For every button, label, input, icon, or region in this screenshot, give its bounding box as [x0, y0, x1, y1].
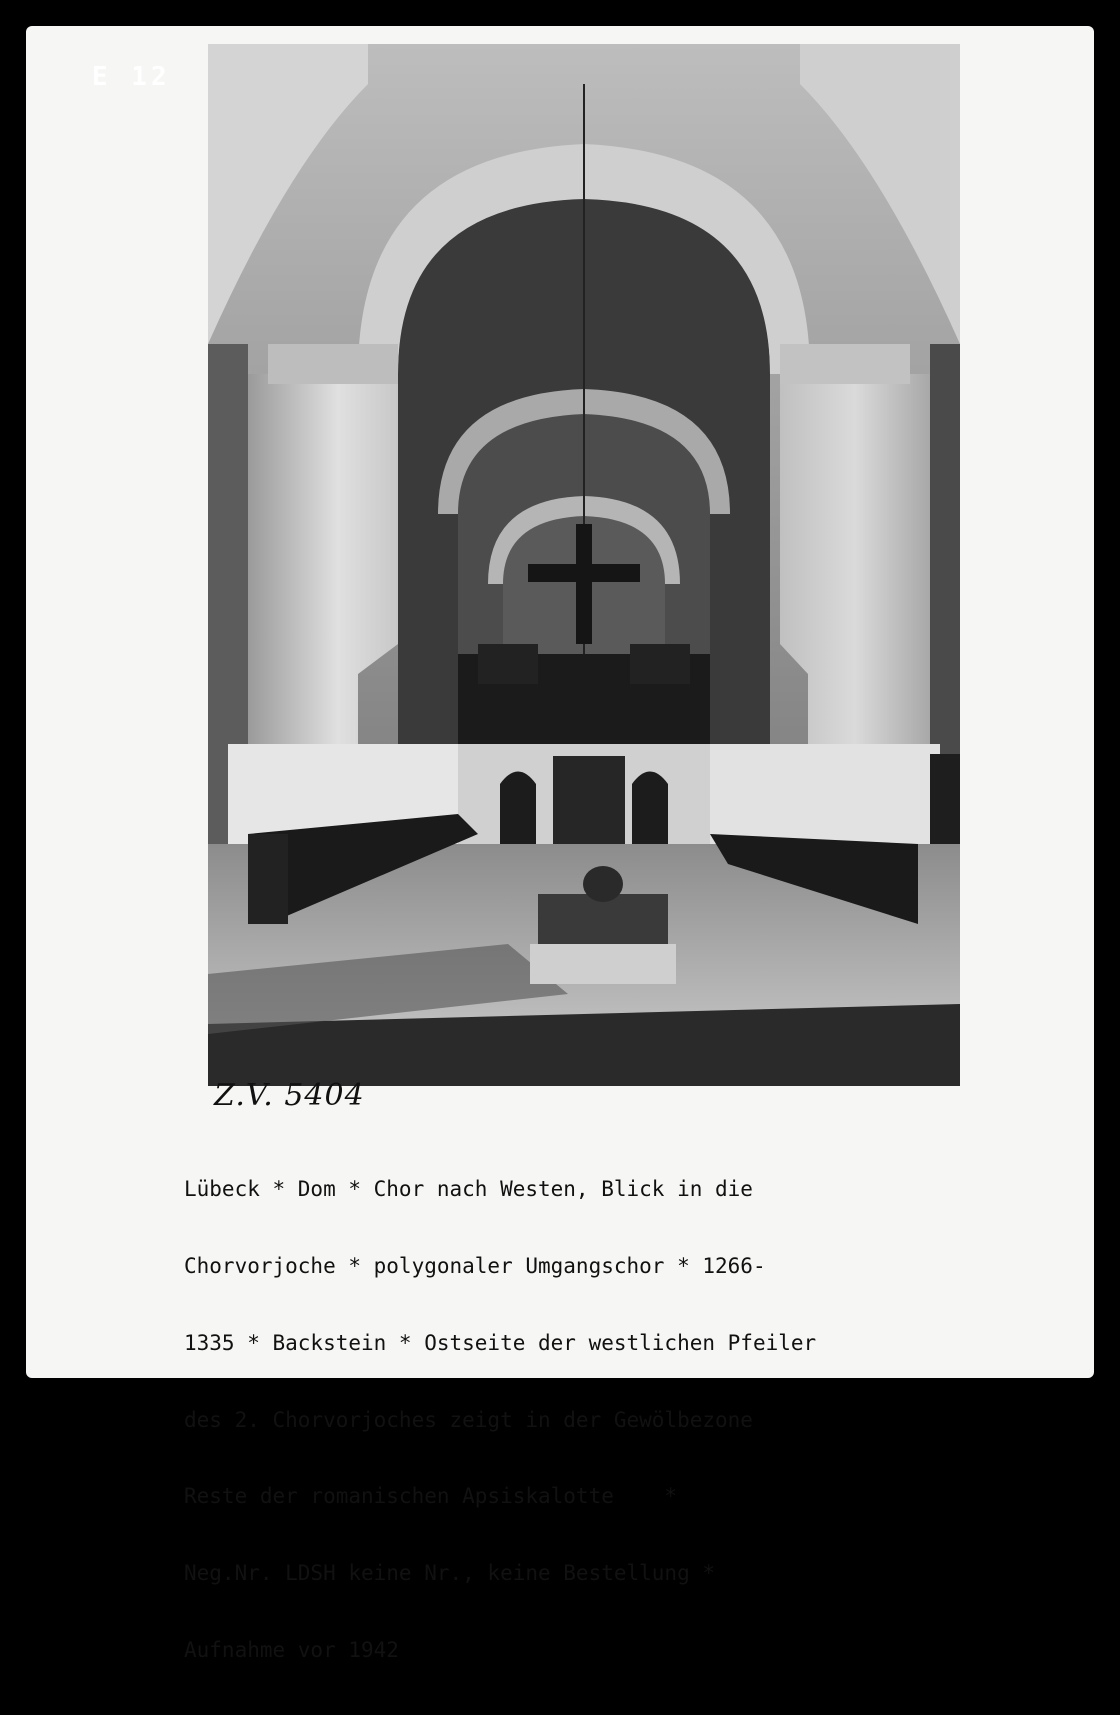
- typed-caption: [184, 1126, 1064, 1715]
- cathedral-choir-illustration: [208, 44, 960, 1086]
- caption-line: Lübeck * Dom * Chor nach Westen, Blick in die: [184, 1177, 753, 1202]
- archive-card: [26, 26, 1094, 1662]
- church-interior-photo: [208, 44, 960, 1086]
- archive-label: E 12: [92, 62, 171, 92]
- caption-line: Chorvorjoche * polygonaler Umgangschor * 1266-: [184, 1253, 766, 1278]
- caption-line: des 2. Chorvorjoches zeigt in der Gewölbezone: [184, 1407, 753, 1432]
- handwritten-inventory-number: Z.V. 5404: [214, 1078, 365, 1113]
- caption-line: Neg.Nr. LDSH keine Nr., keine Bestellung *: [184, 1561, 716, 1586]
- caption-line: 1335 * Backstein * Ostseite der westlichen Pfeiler: [184, 1330, 817, 1355]
- caption-line: Aufnahme vor 1942: [184, 1637, 399, 1662]
- caption-line: Reste der romanischen Apsiskalotte *: [184, 1484, 678, 1509]
